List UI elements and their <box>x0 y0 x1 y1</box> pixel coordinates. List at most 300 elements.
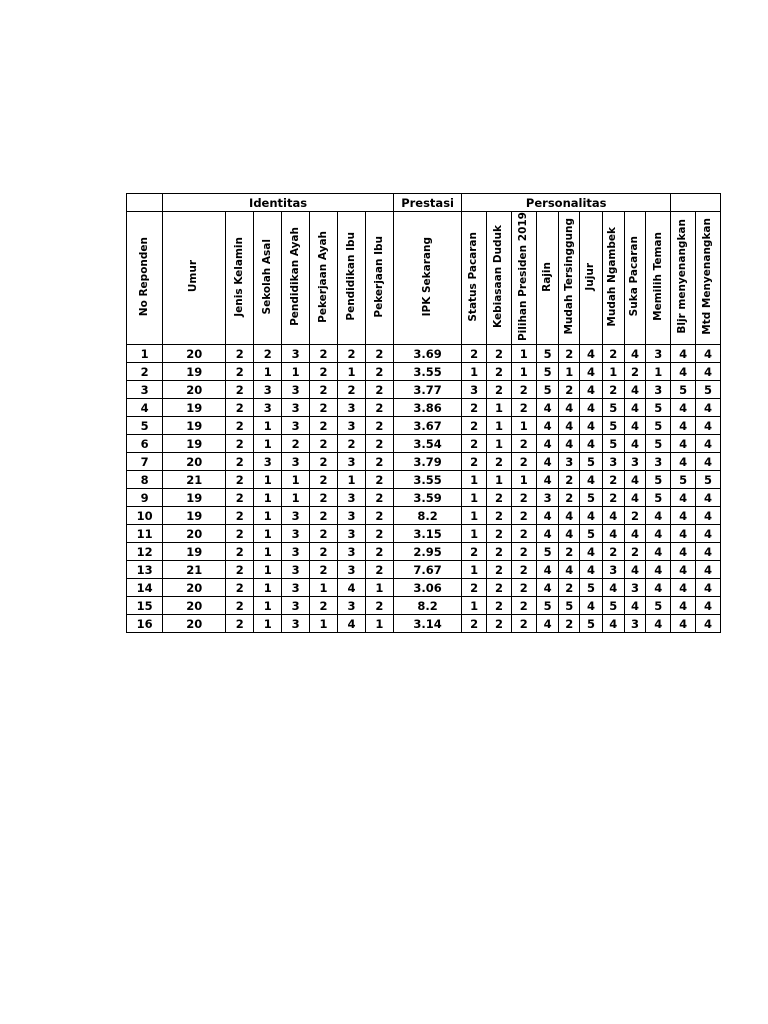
table-cell: 2 <box>559 345 580 363</box>
table-cell: 4 <box>624 489 646 507</box>
group-blank <box>127 194 163 212</box>
table-viewport <box>126 193 714 633</box>
column-header-label: Memilih Teman <box>651 232 664 321</box>
table-cell: 3.69 <box>393 345 461 363</box>
table-cell: 1 <box>462 561 487 579</box>
column-header-label: Pekerjaan Ayah <box>316 230 329 323</box>
table-cell: 4 <box>696 543 721 561</box>
table-cell: 2 <box>365 363 393 381</box>
column-header <box>254 212 282 345</box>
table-cell: 4 <box>338 615 366 633</box>
table-cell: 2 <box>511 579 536 597</box>
table-cell: 3 <box>282 399 310 417</box>
table-cell: 2 <box>462 345 487 363</box>
table-cell: 1 <box>602 363 624 381</box>
column-header <box>282 212 310 345</box>
table-cell: 2 <box>226 417 254 435</box>
table-cell: 4 <box>671 399 696 417</box>
table-cell: 3.06 <box>393 579 461 597</box>
table-cell: 1 <box>462 525 487 543</box>
table-cell: 4 <box>602 579 624 597</box>
group-extra <box>671 194 721 212</box>
table-cell: 2 <box>559 543 580 561</box>
column-header <box>393 212 461 345</box>
table-cell: 4 <box>536 579 559 597</box>
table-cell: 4 <box>580 363 603 381</box>
table-cell: 9 <box>127 489 163 507</box>
table-cell: 4 <box>696 579 721 597</box>
table-cell: 1 <box>511 345 536 363</box>
table-cell: 2 <box>602 345 624 363</box>
table-cell: 19 <box>163 417 226 435</box>
table-cell: 2 <box>462 399 487 417</box>
table-cell: 4 <box>696 597 721 615</box>
table-cell: 4 <box>536 525 559 543</box>
table-cell: 3 <box>282 345 310 363</box>
table-cell: 2 <box>511 435 536 453</box>
table-row <box>127 381 721 399</box>
table-cell: 4 <box>338 579 366 597</box>
table-cell: 2 <box>624 543 646 561</box>
table-cell: 3.54 <box>393 435 461 453</box>
table-cell: 4 <box>536 435 559 453</box>
table-cell: 3.55 <box>393 471 461 489</box>
column-header-label: Rajin <box>540 261 553 292</box>
table-cell: 4 <box>580 417 603 435</box>
table-cell: 2 <box>226 615 254 633</box>
table-cell: 2 <box>487 561 512 579</box>
table-cell: 2 <box>559 579 580 597</box>
table-row <box>127 615 721 633</box>
table-cell: 4 <box>696 399 721 417</box>
table-cell: 2 <box>365 417 393 435</box>
table-cell: 2 <box>310 345 338 363</box>
table-cell: 3 <box>282 525 310 543</box>
column-header-label: Pekerjaan Ibu <box>372 235 385 318</box>
table-row <box>127 345 721 363</box>
table-cell: 2 <box>487 363 512 381</box>
table-cell: 5 <box>696 471 721 489</box>
table-cell: 3.15 <box>393 525 461 543</box>
table-cell: 2 <box>559 615 580 633</box>
table-cell: 2 <box>338 435 366 453</box>
table-cell: 4 <box>602 525 624 543</box>
table-cell: 2 <box>338 381 366 399</box>
table-cell: 4 <box>580 597 603 615</box>
table-cell: 3.59 <box>393 489 461 507</box>
table-cell: 2 <box>254 345 282 363</box>
table-cell: 4 <box>646 579 671 597</box>
table-cell: 1 <box>462 597 487 615</box>
table-cell: 2 <box>365 435 393 453</box>
table-cell: 12 <box>127 543 163 561</box>
table-cell: 2 <box>226 363 254 381</box>
table-cell: 2.95 <box>393 543 461 561</box>
table-cell: 4 <box>602 615 624 633</box>
table-cell: 8.2 <box>393 507 461 525</box>
table-cell: 4 <box>646 525 671 543</box>
table-cell: 2 <box>365 471 393 489</box>
column-header-label: Kebiasaan Duduk <box>492 225 505 329</box>
table-cell: 1 <box>365 615 393 633</box>
table-cell: 2 <box>226 489 254 507</box>
table-cell: 1 <box>487 399 512 417</box>
table-cell: 4 <box>671 417 696 435</box>
table-cell: 2 <box>624 363 646 381</box>
table-cell: 4 <box>536 561 559 579</box>
table-cell: 4 <box>671 561 696 579</box>
table-cell: 1 <box>338 363 366 381</box>
table-row <box>127 597 721 615</box>
table-cell: 5 <box>646 489 671 507</box>
table-cell: 2 <box>511 615 536 633</box>
table-cell: 4 <box>580 381 603 399</box>
table-cell: 1 <box>254 615 282 633</box>
table-cell: 4 <box>580 543 603 561</box>
table-cell: 1 <box>511 417 536 435</box>
table-cell: 1 <box>282 363 310 381</box>
table-cell: 1 <box>254 561 282 579</box>
table-cell: 4 <box>559 417 580 435</box>
table-cell: 3 <box>536 489 559 507</box>
table-cell: 11 <box>127 525 163 543</box>
table-cell: 4 <box>602 507 624 525</box>
table-cell: 5 <box>536 345 559 363</box>
table-cell: 3 <box>282 453 310 471</box>
table-cell: 2 <box>226 507 254 525</box>
table-cell: 19 <box>163 363 226 381</box>
table-cell: 4 <box>646 507 671 525</box>
table-cell: 2 <box>487 453 512 471</box>
table-cell: 3 <box>282 381 310 399</box>
table-cell: 3 <box>338 597 366 615</box>
table-cell: 20 <box>163 525 226 543</box>
table-cell: 4 <box>696 507 721 525</box>
column-header-label: Sekolah Asal <box>260 238 273 315</box>
table-cell: 4 <box>696 525 721 543</box>
table-cell: 2 <box>310 363 338 381</box>
table-cell: 5 <box>536 381 559 399</box>
column-header-label: Bljr menyenangkan <box>676 219 689 334</box>
column-header <box>462 212 487 345</box>
table-cell: 2 <box>282 435 310 453</box>
table-cell: 2 <box>310 561 338 579</box>
table-cell: 2 <box>511 561 536 579</box>
table-cell: 4 <box>127 399 163 417</box>
table-cell: 2 <box>365 453 393 471</box>
table-cell: 2 <box>487 345 512 363</box>
table-cell: 2 <box>602 381 624 399</box>
table-cell: 4 <box>624 345 646 363</box>
table-cell: 3 <box>338 525 366 543</box>
table-cell: 2 <box>487 507 512 525</box>
table-cell: 1 <box>254 507 282 525</box>
table-cell: 4 <box>624 561 646 579</box>
table-cell: 1 <box>487 417 512 435</box>
table-cell: 2 <box>462 417 487 435</box>
table-cell: 20 <box>163 345 226 363</box>
table-cell: 7.67 <box>393 561 461 579</box>
column-header <box>559 212 580 345</box>
table-cell: 1 <box>559 363 580 381</box>
column-header-label: No Reponden <box>137 236 150 317</box>
column-header <box>487 212 512 345</box>
column-header-label: IPK Sekarang <box>420 236 433 317</box>
table-cell: 5 <box>580 525 603 543</box>
table-cell: 2 <box>462 579 487 597</box>
table-cell: 2 <box>365 489 393 507</box>
table-cell: 2 <box>602 471 624 489</box>
column-header <box>624 212 646 345</box>
table-cell: 10 <box>127 507 163 525</box>
table-cell: 1 <box>254 525 282 543</box>
table-cell: 4 <box>580 345 603 363</box>
table-cell: 3 <box>282 579 310 597</box>
table-cell: 2 <box>511 507 536 525</box>
table-cell: 3 <box>127 381 163 399</box>
table-cell: 2 <box>226 597 254 615</box>
table-cell: 4 <box>671 579 696 597</box>
table-cell: 2 <box>310 417 338 435</box>
table-cell: 3 <box>338 561 366 579</box>
table-cell: 3 <box>559 453 580 471</box>
column-header <box>511 212 536 345</box>
table-cell: 3.67 <box>393 417 461 435</box>
group-header-row <box>127 194 721 212</box>
group-personalitas: Personalitas <box>462 194 671 212</box>
table-cell: 1 <box>254 543 282 561</box>
table-cell: 1 <box>365 579 393 597</box>
table-cell: 4 <box>671 507 696 525</box>
table-row <box>127 525 721 543</box>
table-cell: 3.55 <box>393 363 461 381</box>
table-cell: 19 <box>163 399 226 417</box>
table-cell: 3 <box>624 453 646 471</box>
table-cell: 3 <box>254 399 282 417</box>
column-header <box>338 212 366 345</box>
table-cell: 4 <box>559 561 580 579</box>
table-cell: 6 <box>127 435 163 453</box>
table-cell: 3.86 <box>393 399 461 417</box>
table-cell: 4 <box>696 561 721 579</box>
table-cell: 1 <box>254 417 282 435</box>
table-cell: 2 <box>365 381 393 399</box>
table-cell: 1 <box>310 615 338 633</box>
table-row <box>127 543 721 561</box>
table-cell: 19 <box>163 507 226 525</box>
column-header-label: Status Pacaran <box>467 231 480 322</box>
table-cell: 8 <box>127 471 163 489</box>
table-cell: 2 <box>338 345 366 363</box>
table-cell: 4 <box>559 399 580 417</box>
table-cell: 2 <box>310 597 338 615</box>
table-cell: 3 <box>282 561 310 579</box>
table-cell: 1 <box>338 471 366 489</box>
table-cell: 2 <box>226 561 254 579</box>
table-cell: 4 <box>536 615 559 633</box>
table-cell: 4 <box>671 597 696 615</box>
table-cell: 20 <box>163 381 226 399</box>
table-cell: 3 <box>338 507 366 525</box>
table-cell: 4 <box>696 345 721 363</box>
table-cell: 3 <box>624 579 646 597</box>
table-cell: 5 <box>536 363 559 381</box>
column-header-label: Mudah Tersinggung <box>562 218 575 335</box>
table-cell: 2 <box>487 579 512 597</box>
column-header <box>602 212 624 345</box>
table-cell: 3 <box>338 543 366 561</box>
table-row <box>127 363 721 381</box>
table-cell: 5 <box>580 615 603 633</box>
table-row <box>127 453 721 471</box>
table-cell: 4 <box>559 507 580 525</box>
table-cell: 2 <box>226 399 254 417</box>
column-header-label: Mudah Ngambek <box>606 226 619 327</box>
table-cell: 2 <box>226 471 254 489</box>
table-cell: 1 <box>462 363 487 381</box>
table-cell: 2 <box>462 453 487 471</box>
table-cell: 5 <box>580 453 603 471</box>
table-cell: 2 <box>487 597 512 615</box>
table-cell: 4 <box>536 417 559 435</box>
table-cell: 2 <box>487 615 512 633</box>
column-header-label: Umur <box>187 260 200 293</box>
table-cell: 3 <box>282 507 310 525</box>
table-cell: 4 <box>536 507 559 525</box>
table-cell: 2 <box>365 597 393 615</box>
table-cell: 1 <box>254 579 282 597</box>
table-cell: 13 <box>127 561 163 579</box>
column-header <box>365 212 393 345</box>
table-cell: 3 <box>646 453 671 471</box>
table-cell: 19 <box>163 435 226 453</box>
table-cell: 2 <box>462 435 487 453</box>
table-cell: 4 <box>536 471 559 489</box>
table-cell: 3.14 <box>393 615 461 633</box>
table-cell: 5 <box>646 471 671 489</box>
table-cell: 20 <box>163 615 226 633</box>
table-cell: 1 <box>254 363 282 381</box>
table-cell: 4 <box>580 399 603 417</box>
table-cell: 2 <box>310 543 338 561</box>
table-cell: 21 <box>163 561 226 579</box>
table-cell: 1 <box>462 489 487 507</box>
column-header-label: Suka Pacaran <box>628 236 641 317</box>
table-cell: 1 <box>254 471 282 489</box>
table-cell: 2 <box>462 615 487 633</box>
table-cell: 2 <box>511 489 536 507</box>
table-cell: 2 <box>365 345 393 363</box>
table-cell: 4 <box>536 453 559 471</box>
table-cell: 4 <box>671 525 696 543</box>
table-cell: 5 <box>602 435 624 453</box>
table-cell: 4 <box>671 489 696 507</box>
table-cell: 4 <box>580 471 603 489</box>
table-cell: 19 <box>163 543 226 561</box>
table-cell: 2 <box>559 489 580 507</box>
table-cell: 3 <box>282 615 310 633</box>
table-cell: 4 <box>671 543 696 561</box>
column-header-label: Jenis Kelamin <box>233 236 245 317</box>
table-cell: 3 <box>254 453 282 471</box>
table-cell: 4 <box>559 525 580 543</box>
table-cell: 16 <box>127 615 163 633</box>
table-cell: 2 <box>365 507 393 525</box>
table-cell: 2 <box>310 435 338 453</box>
table-cell: 2 <box>559 471 580 489</box>
table-cell: 19 <box>163 489 226 507</box>
table-cell: 2 <box>365 543 393 561</box>
table-cell: 3 <box>338 399 366 417</box>
table-cell: 3 <box>462 381 487 399</box>
table-cell: 1 <box>511 471 536 489</box>
table-cell: 4 <box>696 417 721 435</box>
table-cell: 3.77 <box>393 381 461 399</box>
table-cell: 1 <box>646 363 671 381</box>
table-cell: 5 <box>646 417 671 435</box>
table-cell: 4 <box>646 543 671 561</box>
table-cell: 1 <box>462 507 487 525</box>
table-cell: 3 <box>338 453 366 471</box>
column-header-label: Mtd Menyenangkan <box>701 218 714 335</box>
table-cell: 5 <box>646 597 671 615</box>
table-row <box>127 507 721 525</box>
table-cell: 20 <box>163 453 226 471</box>
table-cell: 3 <box>624 615 646 633</box>
table-cell: 5 <box>602 399 624 417</box>
table-cell: 20 <box>163 597 226 615</box>
group-identitas: Identitas <box>163 194 394 212</box>
table-cell: 21 <box>163 471 226 489</box>
table-cell: 2 <box>365 399 393 417</box>
table-cell: 4 <box>580 561 603 579</box>
table-cell: 4 <box>624 381 646 399</box>
table-cell: 5 <box>536 597 559 615</box>
table-cell: 3.79 <box>393 453 461 471</box>
table-cell: 4 <box>624 435 646 453</box>
table-cell: 3 <box>602 561 624 579</box>
table-cell: 2 <box>310 399 338 417</box>
table-cell: 2 <box>559 381 580 399</box>
table-cell: 3 <box>254 381 282 399</box>
table-row <box>127 489 721 507</box>
table-cell: 1 <box>487 435 512 453</box>
table-cell: 4 <box>696 363 721 381</box>
table-cell: 2 <box>511 453 536 471</box>
table-cell: 2 <box>226 453 254 471</box>
table-row <box>127 417 721 435</box>
respondent-table <box>126 193 721 633</box>
table-cell: 1 <box>254 435 282 453</box>
table-cell: 3 <box>602 453 624 471</box>
column-header <box>310 212 338 345</box>
table-cell: 4 <box>624 399 646 417</box>
table-cell: 2 <box>226 435 254 453</box>
table-row <box>127 579 721 597</box>
table-cell: 2 <box>310 381 338 399</box>
column-header-label: Pendidikan Ayah <box>288 227 301 326</box>
table-cell: 4 <box>696 615 721 633</box>
table-cell: 1 <box>254 489 282 507</box>
table-cell: 2 <box>487 543 512 561</box>
table-cell: 4 <box>580 435 603 453</box>
table-row <box>127 435 721 453</box>
table-cell: 4 <box>580 507 603 525</box>
table-cell: 2 <box>511 597 536 615</box>
table-cell: 5 <box>671 381 696 399</box>
table-cell: 2 <box>487 381 512 399</box>
table-cell: 4 <box>646 615 671 633</box>
